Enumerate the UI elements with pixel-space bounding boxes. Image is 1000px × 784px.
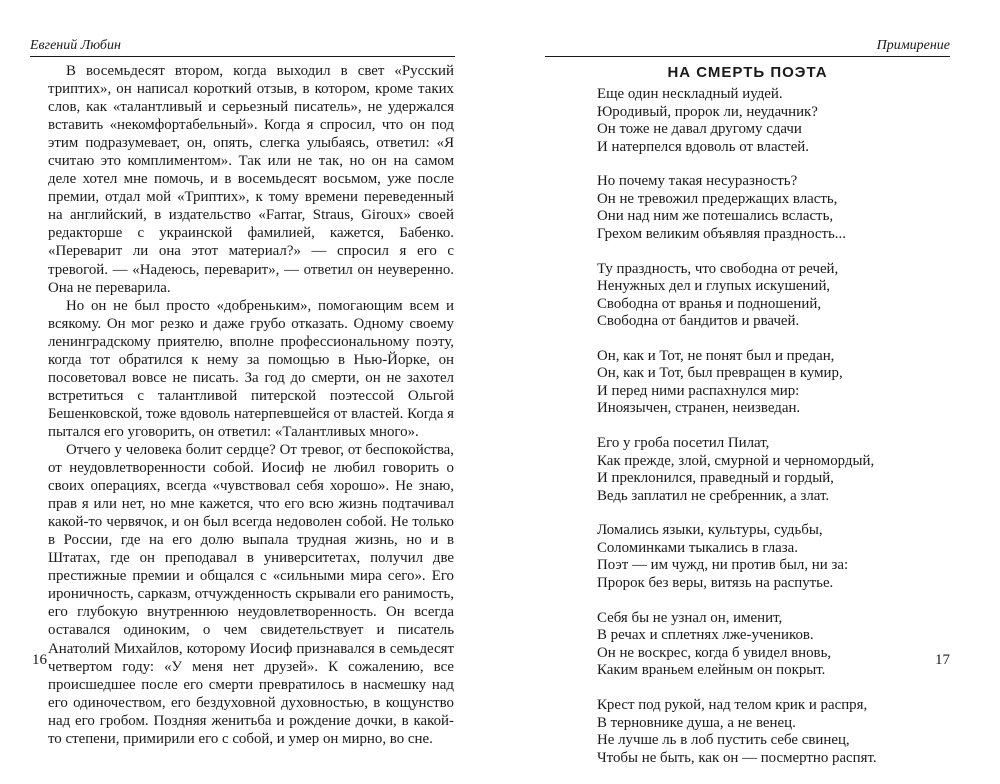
poem-line: Как прежде, злой, смурной и черномордый,: [597, 452, 875, 469]
poem-line: Поэт — им чужд, ни против был, ни за:: [597, 557, 849, 574]
poem-line: Ведь заплатил не сребренник, а злат.: [597, 487, 830, 504]
poem-line: Крест под рукой, над телом крик и распря,: [597, 697, 868, 714]
poem-line: Не лучше ль в лоб пустить себе свинец,: [597, 732, 850, 749]
page-number: 17: [935, 652, 950, 668]
stanza: [597, 435, 957, 505]
poem-line: Свободна от вранья и подношений,: [597, 295, 822, 312]
paragraph: В восемьдесят втором, когда выходил в свет «Русский триптих», он написал короткий отзыв, в котором, кроме таких слов, как «талантливый и серьезный писатель», не удержался вставить «некомфортабельный». Когда я спросил, что он под этим подразумевает, он, опять, слегка улыбаясь, ответил: «Я считаю это комплиментом». Так или не так, но он на самом деле хотел мне помочь, и в восемьдесят восьмом, уже после премии, отдал мой «Триптих», к тому времени переведенный на английский, в издательство «Farrar, Straus, Giroux» своей редакторше с украинской фамилией, кажется, Бабенко. «Переварит ли она этот материал?» — спросил я его с тревогой. — «Надеюсь, переварит», — ответил он неуверенно. Она не переварила.: [48, 63, 454, 296]
poem-line: Грехом великим объявляя праздность...: [597, 225, 846, 242]
poem-line: Пророк без веры, витязь на распутье.: [597, 574, 834, 591]
poem-line: Иноязычен, странен, неизведан.: [597, 400, 801, 417]
running-head-author: Евгений Любин: [30, 38, 121, 53]
header-rule: [30, 56, 455, 57]
poem-line: Каким враньем елейным он покрыт.: [597, 662, 826, 679]
stanza: [597, 348, 957, 418]
stanza: [597, 173, 957, 243]
poem-line: Свободна от бандитов и рвачей.: [597, 313, 800, 330]
poem-title: НА СМЕРТЬ ПОЭТА: [667, 64, 828, 81]
poem-line: Но почему такая несуразность?: [597, 173, 798, 190]
poem-line: Чтобы не быть, как он — посмертно распят.: [597, 749, 877, 766]
header-rule: [545, 56, 950, 57]
poem-line: Его у гроба посетил Пилат,: [597, 435, 770, 452]
poem-line: И натерпелся вдоволь от властей.: [597, 138, 809, 155]
poem-line: Он не тревожил предержащих власть,: [597, 190, 838, 207]
poem-line: Он, как и Тот, не понят был и предан,: [597, 347, 835, 364]
poem-line: И перед ними распахнулся мир:: [597, 382, 800, 399]
poem-line: Ту праздность, что свободна от речей,: [597, 260, 839, 277]
stanza: [597, 261, 957, 331]
paragraph: Но он не был просто «добреньким», помогающим всем и всякому. Он мог резко и даже грубо отказать. Одному своему ленинградскому приятелю, вполне профессиональному поэту, когда тот обратился к нему за помощью в Нью-Йорке, он посоветовал вовсе не писать. За год до смерти, он не захотел встретиться с талантливой питерской поэтессой Ольгой Бешенковской, тоже вдоволь натерпевшейся от властей. Когда я пытался его уговорить, он ответил: «Талантливых много».: [48, 297, 454, 440]
stanza: [597, 610, 957, 680]
running-head-section: Примирение: [876, 38, 950, 53]
poem-line: Ломались языки, культуры, судьбы,: [597, 522, 823, 539]
page-number: 16: [32, 652, 47, 668]
prose-text: [48, 62, 454, 748]
poem-line: Себя бы не узнал он, именит,: [597, 609, 783, 626]
poem-line: В речах и сплетнях лже-учеников.: [597, 627, 814, 644]
right-page: [500, 0, 1000, 766]
paragraph: Отчего у человека болит сердце? От тревог, от беспокойства, от неудовлетворенности собой. Иосиф не любил говорить о своих операциях, всегда «чувствовал себя хорошо». Не знаю, прав я или нет, но мне кажется, что его всю жизнь подтачивал какой-то червячок, и он был всегда недоволен собой. Не только в России, где на его долю выпала трудная жизнь, но и в Штатах, где он преподавал в университетах, получил две престижные премии и общался с «сильными мира сего». Его ироничность, сарказм, отчужденность скрывали его ранимость, его глубокую внутреннюю неудовлетворенность. Он всегда оставался одиноким, о чем свидетельствует и писатель Анатолий Михайлов, которому Иосиф признавался в семьдесят четвертом году: «У меня нет друзей». К сожалению, все происшедшее после его смерти превратилось в насмешку над его одиночеством, его бездуховной духовностью, в кощунство над его гробом. Поздняя женитьба и рождение дочки, в какой-то степени, примирили его с собой, и умер он мирно, во сне.: [48, 441, 454, 747]
stanza: [597, 522, 957, 592]
stanza: [597, 86, 957, 156]
poem-line: Ненужных дел и глупых искушений,: [597, 278, 831, 295]
poem-line: И преклонился, праведный и гордый,: [597, 470, 834, 487]
poem-line: В терновнике душа, а не венец.: [597, 714, 796, 731]
poem-line: Он тоже не давал другому сдачи: [597, 121, 802, 137]
poem-line: Он, как и Тот, был превращен в кумир,: [597, 365, 843, 382]
poem-line: Они над ним же потешались всласть,: [597, 208, 834, 225]
poem-line: Он не воскрес, когда б увидел вновь,: [597, 644, 832, 661]
left-page: [0, 0, 500, 747]
poem-line: Юродивый, пророк ли, неудачник?: [597, 103, 818, 120]
poem-line: Соломинками тыкались в глаза.: [597, 539, 799, 556]
stanza: [597, 697, 957, 767]
poem: [597, 86, 957, 784]
poem-line: Еще один нескладный иудей.: [597, 86, 783, 102]
